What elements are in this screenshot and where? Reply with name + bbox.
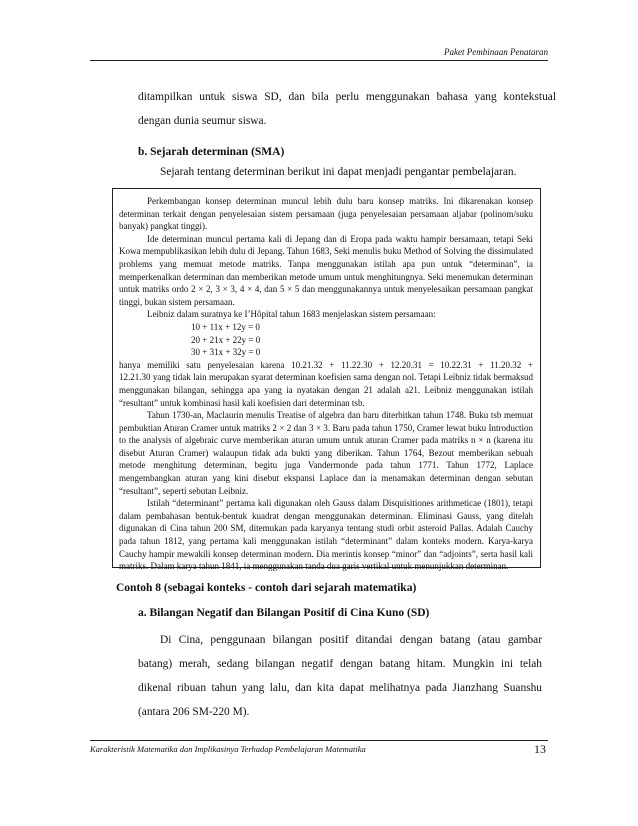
- page-number: 13: [534, 742, 546, 756]
- example-line-3: dikenal ribuan tahun yang lalu, dan kita dapat melihatnya pada Jianzhang Suanshu: [138, 682, 542, 694]
- example-paragraph: [138, 628, 542, 724]
- section-b-heading: b. Sejarah determinan (SMA): [138, 146, 285, 158]
- box-paragraph-4: 12.21.30 yang tidak lain merupakan syarat determinan koefisien sama dengan nol. Tetapi Leibniz tidak bermaksud menggunakan bilangan, sehingga apa yang ia nyatakan dengan 21 adalah a21. Leibniz menggunakan istilah “resultant” untuk kombinasi hasil kali koefisien dari determinan tsb.: [119, 372, 533, 408]
- running-footer: Karakteristik Matematika dan Implikasinya Terhadap Pembelajaran Matematika: [90, 744, 366, 754]
- equation-1: 10 + 11x + 12y = 0: [191, 321, 260, 332]
- box-paragraph-3: Leibniz dalam suratnya ke I’Hôpital tahun 1683 menjelaskan sistem persamaan:: [147, 309, 436, 320]
- intro-line-1: ditampilkan untuk siswa SD, dan bila perlu menggunakan bahasa yang kontekstual: [138, 91, 556, 103]
- example-line-2: batang) merah, sedang bilangan negatif dengan batang hitam. Mungkin ini telah: [138, 658, 542, 670]
- example-line-1: Di Cina, penggunaan bilangan positif ditandai dengan batang (atau gambar: [160, 634, 542, 646]
- example-line-4: (antara 206 SM-220 M).: [138, 706, 250, 718]
- example-sub-heading: a. Bilangan Negatif dan Bilangan Positif di Cina Kuno (SD): [138, 607, 430, 619]
- box-paragraph-1: Perkembangan konsep determinan muncul lebih dulu baru konsep matriks. Ini dikarenakan konsep determinan terkait dengan penyelesaian sistem persamaan (juga penyelesaian persamaan aljabar (polinom/suku banyak) pangkat tinggi).: [119, 196, 533, 232]
- intro-paragraph: [138, 85, 556, 133]
- section-b-lead: Sejarah tentang determinan berikut ini dapat menjadi pengantar pembelajaran.: [160, 166, 517, 178]
- equation-3: 30 + 31x + 32y = 0: [191, 347, 261, 358]
- box-paragraph-2: Ide determinan muncul pertama kali di Jepang dan di Eropa pada waktu hampir bersamaan, tetapi Seki Kowa mempublikasikan lebih dulu di Jepang. Tahun 1683, Seki menulis buku Method of Solving the dissimulated problems yang memuat metode matriks. Tanpa menggunakan istilah apa pun untuk “determinan”, ia memperkenalkan determinan dan memberikan metode umum untuk menghitungnya. Seki menemukan determinan untuk matriks ordo 2 × 2, 3 × 3, 4 × 4, dan 5 × 5 dan menggunakannya untuk menyelesaikan persamaan pangkat tinggi, bukan sistem persamaan.: [119, 233, 533, 307]
- box-paragraph-6: Istilah “determinant” pertama kali digunakan oleh Gauss dalam Disquisitiones arithmeticae (1801), tetapi dalam pembahasan bentuk-bentuk kuadrat dengan menggunakan determinan. Eliminasi Gauss, yang ditelah digunakan di Cina tahun 200 SM, ditemukan pada karyanya tentang studi orbit asteroid Pallas. Adalah Cauchy pada tahun 1812, yang pertama kali menggunakan istilah “determinant” dalam konteks modern. Karya-karya Cauchy hampir mewakili konsep determinan modern. Dia merintis konsep “minor” dan “adjoints”, serta hasil kali matriks. Dalam karya tahun 1841, ia menggunakan tanda dua garis vertikal untuk menunjukkan determinan.: [119, 498, 533, 572]
- footer-rule: [90, 740, 548, 741]
- history-box: [112, 188, 541, 572]
- example-heading: Contoh 8 (sebagai konteks - contoh dari sejarah matematika): [116, 582, 417, 594]
- intro-line-2: dengan dunia seumur siswa.: [138, 115, 267, 127]
- running-header: Paket Pembinaan Penataran: [444, 47, 548, 57]
- box-paragraph-4-line-1: hanya memiliki satu penyelesaian karena 10.21.32 + 11.22.30 + 12.20.31 = 10.22.31 + 11.20.32 +: [119, 359, 533, 370]
- header-rule: [90, 60, 548, 61]
- equation-2: 20 + 21x + 22y = 0: [191, 334, 261, 345]
- box-paragraph-5: Tahun 1730-an, Maclaurin menulis Treatise of algebra dan baru diterbitkan tahun 1748. Buku tsb memuat pembuktian Aturan Cramer untuk matriks 2 × 2 dan 3 × 3. Baru pada tahun 1750, Cramer lewat buku Introduction to the analysis of algebraic curve memberikan aturan umum untuk aturan Cramer pada matriks n × n (karena itu disebut Aturan Cramer) walaupun tidak ada bukti yang diberikan. Tahun 1764, Bezout memberikan sebuah metode menghitung determinan, begitu juga Vandermonde pada tahun 1771. Tahun 1772, Laplace mengembangkan aturan yang kini disebut ekspansi Laplace dan ia menamakan determinan dengan sebutan “resultant”, seperti sebutan Leibniz.: [119, 410, 533, 496]
